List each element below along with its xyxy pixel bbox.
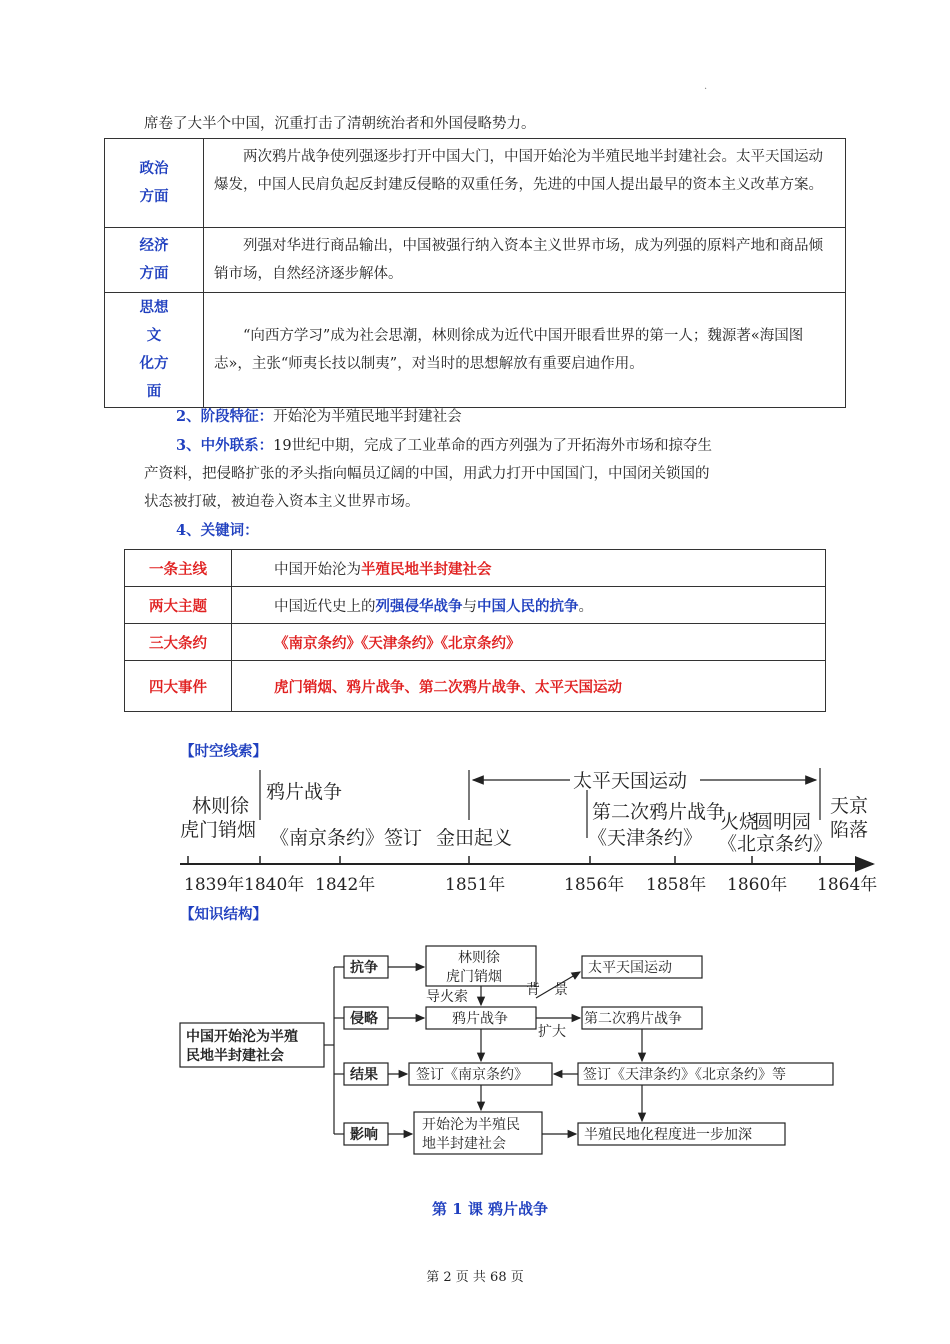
table-row — [105, 139, 846, 228]
root-label: 中国开始沦为半殖 — [186, 1029, 298, 1045]
table-row — [125, 624, 826, 661]
year-label: 1851年 — [445, 875, 506, 895]
edge-label: 背 景 — [526, 982, 568, 998]
timeline-title: 【时空线索】 — [180, 743, 267, 760]
keyword-content: 中国开始沦为半殖民地半封建社会 — [232, 550, 826, 587]
structure-title: 【知识结构】 — [180, 906, 267, 923]
category-label: 侵略 — [350, 1011, 378, 1027]
node-label: 第二次鸦片战争 — [584, 1011, 682, 1027]
event-label: 《北京条约》 — [718, 833, 833, 855]
event-label: 《天津条约》 — [588, 827, 703, 849]
lesson-title: 第 1 课 鸦片战争 — [431, 1200, 549, 1218]
event-label: 金田起义 — [436, 827, 513, 849]
keyword-label: 一条主线 — [125, 550, 232, 587]
intro-line: 席卷了大半个中国，沉重打击了清朝统治者和外国侵略势力。 — [144, 116, 536, 132]
node-label: 开始沦为半殖民 — [422, 1117, 520, 1133]
event-label: 林则徐 — [192, 795, 250, 817]
node-label: 林则徐 — [458, 950, 500, 966]
year-label: 1842年 — [315, 875, 376, 895]
year-label: 1864年 — [817, 875, 878, 895]
aspect-label: 思想 文 化方 面 — [105, 293, 204, 408]
table-row — [125, 661, 826, 712]
aspect-content: 列强对华进行商品输出，中国被强行纳入资本主义世界市场，成为列强的原料产地和商品倾销市场，自然经济逐步解体。 — [204, 228, 846, 293]
event-label: 鸦片战争 — [266, 781, 343, 803]
aspects-table — [104, 138, 846, 408]
edge-label: 扩大 — [538, 1024, 566, 1040]
root-label: 民地半封建社会 — [186, 1048, 284, 1064]
event-label: 第二次鸦片战争 — [592, 801, 726, 823]
year-label: 1840年 — [244, 875, 305, 895]
timeline-ticks — [188, 856, 820, 864]
node-label: 地半封建社会 — [422, 1136, 506, 1152]
table-row — [105, 228, 846, 293]
year-label: 1839年 — [184, 875, 245, 895]
node-label: 鸦片战争 — [452, 1011, 508, 1027]
year-label: 1856年 — [564, 875, 625, 895]
year-label: 1860年 — [727, 875, 788, 895]
category-label: 影响 — [350, 1127, 378, 1143]
top-dot: · — [704, 84, 708, 95]
edge-label: 导火索 — [426, 989, 468, 1005]
event-label: 陷落 — [830, 819, 869, 841]
keywords-label: 4、关键词： — [176, 522, 259, 539]
table-row — [125, 587, 826, 624]
timeline-diagram — [170, 760, 890, 900]
table-row — [105, 293, 846, 408]
keyword-label: 三大条约 — [125, 624, 232, 661]
event-label: 太平天国运动 — [573, 770, 688, 792]
keyword-content: 虎门销烟、鸦片战争、第二次鸦片战争、太平天国运动 — [232, 661, 826, 712]
keyword-label: 两大主题 — [125, 587, 232, 624]
category-label: 抗争 — [350, 960, 378, 976]
year-label: 1858年 — [646, 875, 707, 895]
relations-line-1: 3、中外联系：19世纪中期，完成了工业革命的西方列强为了开拓海外市场和掠夺生 — [176, 437, 713, 454]
page-footer: 第 2 页 共 68 页 — [426, 1270, 524, 1285]
keyword-label: 四大事件 — [125, 661, 232, 712]
node-label: 签订《天津条约》《北京条约》等 — [583, 1067, 786, 1083]
aspect-content: 两次鸦片战争使列强逐步打开中国大门，中国开始沦为半殖民地半封建社会。太平天国运动爆发，中国人民肩负起反封建反侵略的双重任务，先进的中国人提出最早的资本主义改革方案。 — [204, 139, 846, 228]
node-label: 太平天国运动 — [588, 960, 672, 976]
event-label: 《南京条约》签订 — [270, 827, 423, 849]
event-label: 虎门销烟 — [180, 819, 257, 841]
keyword-content: 《南京条约》《天津条约》《北京条约》 — [232, 624, 826, 661]
relations-line-3: 状态被打破，被迫卷入资本主义世界市场。 — [144, 494, 420, 510]
aspect-content: “向西方学习”成为社会思潮，林则徐成为近代中国开眼看世界的第一人；魏源著«海国图志»，主张“师夷长技以制夷”，对当时的思想解放有重要启迪作用。 — [204, 293, 846, 408]
table-row — [125, 550, 826, 587]
keyword-content: 中国近代史上的列强侵华战争与中国人民的抗争。 — [232, 587, 826, 624]
event-label: 天京 — [830, 795, 869, 817]
node-label: 签订《南京条约》 — [416, 1067, 528, 1083]
event-label: 火烧 — [720, 811, 759, 833]
node-label: 半殖民地化程度进一步加深 — [584, 1127, 752, 1143]
stage-feature: 2、阶段特征：开始沦为半殖民地半封建社会 — [176, 408, 462, 425]
structure-diagram — [170, 940, 850, 1165]
node-label: 虎门销烟 — [446, 969, 502, 985]
aspect-label: 经济 方面 — [105, 228, 204, 293]
relations-line-2: 产资料，把侵略扩张的矛头指向幅员辽阔的中国，用武力打开中国国门，中国闭关锁国的 — [144, 466, 710, 482]
keywords-table — [124, 549, 826, 712]
timeline-years — [184, 874, 877, 895]
aspect-label: 政治 方面 — [105, 139, 204, 228]
event-label: 圆明园 — [754, 811, 812, 833]
category-label: 结果 — [350, 1067, 378, 1083]
